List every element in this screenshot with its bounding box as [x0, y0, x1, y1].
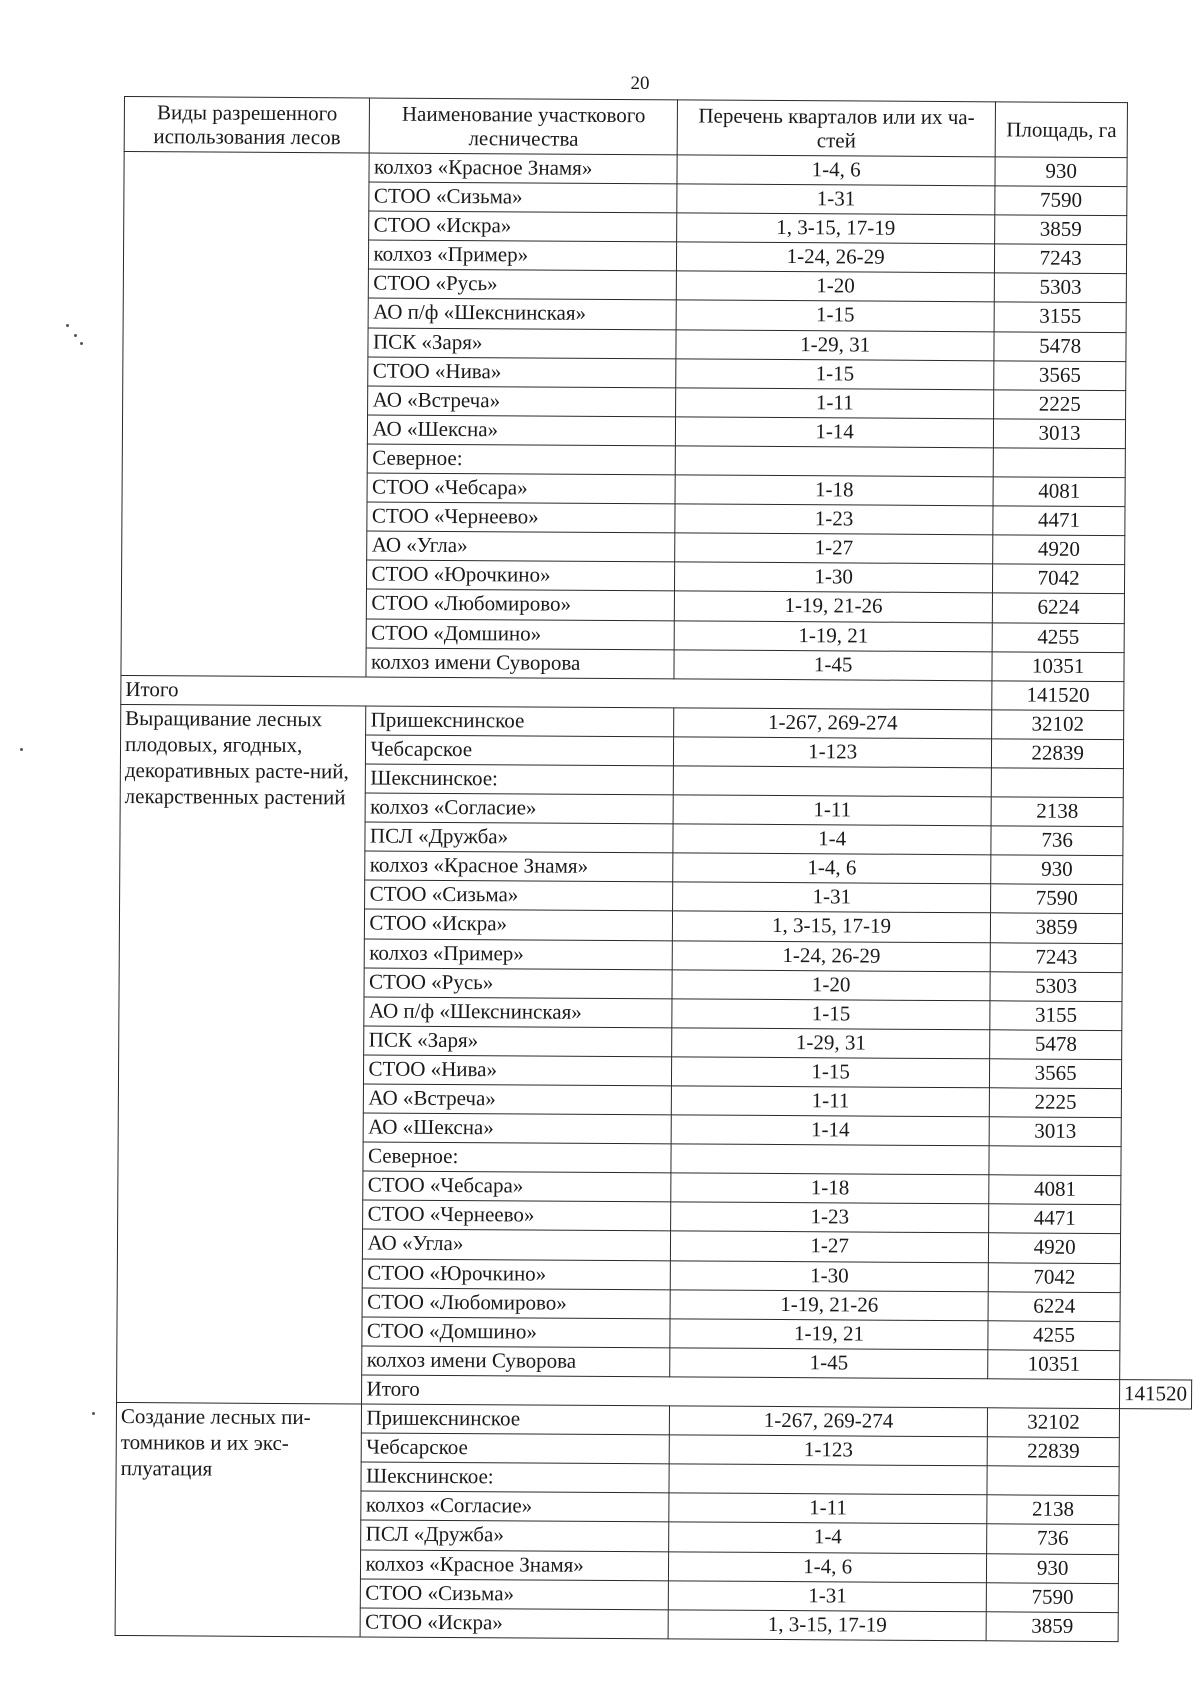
quarters-cell: 1-267, 269-274 [674, 708, 992, 739]
quarters-cell: 1-45 [674, 649, 992, 680]
quarters-cell: 1-24, 26-29 [672, 940, 990, 971]
area-cell [993, 448, 1125, 478]
forestry-name-cell: СТОО «Русь» [364, 968, 672, 999]
forestry-name-cell: СТОО «Юрочкино» [363, 1259, 671, 1290]
area-cell: 7042 [988, 1262, 1120, 1292]
forestry-name-cell: СТОО «Любомирово» [363, 1288, 671, 1319]
quarters-cell [671, 1144, 989, 1175]
use-type-cell-empty [121, 152, 370, 677]
quarters-cell: 1-31 [677, 184, 995, 215]
area-cell: 5303 [995, 273, 1127, 303]
forestry-name-cell: АО «Встреча» [368, 386, 676, 417]
quarters-cell: 1-15 [676, 300, 994, 331]
table-header-row [124, 97, 1199, 159]
quarters-cell: 1-18 [671, 1173, 989, 1204]
total-area: 141520 [1120, 1380, 1192, 1410]
forestry-name-cell: ПСК «Заря» [364, 1026, 672, 1057]
quarters-cell: 1-45 [670, 1348, 988, 1379]
quarters-cell: 1-29, 31 [672, 1028, 990, 1059]
area-cell: 2225 [990, 1088, 1122, 1118]
area-cell: 10351 [988, 1350, 1120, 1380]
forestry-name-cell: СТОО «Русь» [369, 269, 677, 300]
forestry-name-cell: СТОО «Чебсара» [368, 473, 676, 504]
area-cell: 7243 [995, 244, 1127, 274]
area-cell: 7590 [991, 884, 1123, 914]
area-cell: 3859 [995, 215, 1127, 245]
quarters-cell: 1-30 [675, 562, 993, 593]
area-cell: 4920 [989, 1233, 1121, 1263]
area-cell: 3565 [994, 360, 1126, 390]
forestry-name-cell: СТОО «Юрочкино» [367, 560, 675, 591]
forestry-name-cell: СТОО «Сизьма» [365, 880, 673, 911]
area-cell: 4471 [989, 1204, 1121, 1234]
area-cell: 6224 [988, 1291, 1120, 1321]
quarters-cell: 1-4, 6 [668, 1551, 986, 1582]
forestry-name-cell: СТОО «Нива» [364, 1055, 672, 1086]
quarters-cell: 1-20 [672, 969, 990, 1000]
forestry-name-cell: колхоз «Пример» [369, 240, 677, 271]
quarters-cell [669, 1464, 987, 1495]
forestry-name-cell: Шекснинское: [361, 1462, 669, 1493]
quarters-cell: 1, 3-15, 17-19 [672, 911, 990, 942]
forestry-name-cell: Северное: [363, 1142, 671, 1173]
quarters-cell: 1-4 [673, 824, 991, 855]
forestry-name-cell: ПСЛ «Дружба» [365, 822, 673, 853]
forestry-name-cell: Чебсарское [366, 735, 674, 766]
quarters-cell: 1-31 [673, 882, 991, 913]
forestry-name-cell: СТОО «Искра» [361, 1608, 669, 1639]
area-cell: 3013 [989, 1117, 1121, 1147]
forestry-name-cell: СТОО «Нива» [368, 357, 676, 388]
forestry-name-cell: Северное: [368, 444, 676, 475]
table-row [116, 1403, 1191, 1439]
quarters-cell: 1, 3-15, 17-19 [668, 1610, 986, 1641]
forestry-name-cell: Шекснинское: [366, 764, 674, 795]
quarters-cell: 1-29, 31 [676, 329, 994, 360]
forestry-name-cell: колхоз имени Суворова [366, 648, 674, 679]
forestry-name-cell: колхоз «Красное Знамя» [369, 153, 677, 184]
area-cell: 7243 [990, 942, 1122, 972]
area-cell: 2138 [991, 797, 1123, 827]
header-use-type: Виды разрешенного использования лесов [124, 97, 370, 153]
quarters-cell: 1-19, 21-26 [670, 1290, 988, 1321]
forestry-name-cell: АО п/ф «Шекснинская» [364, 997, 672, 1028]
use-type-cell: Создание лесных пи-томников и их экс-плуатация [115, 1403, 362, 1637]
forestry-name-cell: колхоз «Согласие» [361, 1491, 669, 1522]
forest-use-table [115, 96, 1200, 1642]
quarters-cell: 1-4, 6 [673, 853, 991, 884]
area-cell: 930 [995, 157, 1127, 187]
quarters-cell: 1-23 [675, 504, 993, 535]
forestry-name-cell: Пришекснинское [366, 706, 674, 737]
forestry-name-cell: СТОО «Домшино» [362, 1317, 670, 1348]
quarters-cell: 1-11 [671, 1086, 989, 1117]
header-forestry-name: Наименование участкового лесничества [370, 98, 678, 155]
area-cell: 3155 [990, 1001, 1122, 1031]
area-cell: 22839 [992, 739, 1124, 769]
area-cell: 736 [991, 826, 1123, 856]
area-cell: 3859 [986, 1611, 1118, 1641]
forestry-name-cell: СТОО «Сизьма» [361, 1579, 669, 1610]
quarters-cell: 1, 3-15, 17-19 [677, 213, 995, 244]
forestry-name-cell: ПСЛ «Дружба» [361, 1520, 669, 1551]
forestry-name-cell: АО «Шексна» [368, 415, 676, 446]
area-cell: 4081 [993, 477, 1125, 507]
quarters-cell: 1-4 [669, 1522, 987, 1553]
forestry-name-cell: АО «Встреча» [364, 1084, 672, 1115]
scan-speck [92, 1412, 95, 1415]
quarters-cell: 1-15 [676, 359, 994, 390]
area-cell: 4255 [992, 622, 1124, 652]
quarters-cell [675, 446, 993, 477]
total-label: Итого [362, 1375, 1120, 1409]
quarters-cell: 1-31 [668, 1580, 986, 1611]
area-cell: 4920 [993, 535, 1125, 565]
area-cell: 6224 [993, 593, 1125, 623]
area-cell [992, 768, 1124, 798]
forestry-name-cell: Пришекснинское [362, 1404, 670, 1435]
table-row [121, 704, 1196, 740]
area-cell [989, 1146, 1121, 1176]
area-cell: 5303 [990, 971, 1122, 1001]
quarters-cell: 1-23 [671, 1202, 989, 1233]
forestry-name-cell: колхоз «Красное Знамя» [365, 851, 673, 882]
forestry-name-cell: СТОО «Искра» [369, 211, 677, 242]
area-cell: 4471 [993, 506, 1125, 536]
area-cell: 3013 [994, 419, 1126, 449]
quarters-cell: 1-15 [672, 999, 990, 1030]
quarters-cell: 1-19, 21 [674, 620, 992, 651]
area-cell: 3859 [991, 913, 1123, 943]
forestry-name-cell: колхоз «Красное Знамя» [361, 1549, 669, 1580]
scan-speck [74, 334, 77, 337]
quarters-cell: 1-4, 6 [677, 155, 995, 186]
area-cell: 930 [987, 1553, 1119, 1583]
forestry-name-cell: АО «Угла» [363, 1229, 671, 1260]
quarters-cell: 1-18 [675, 475, 993, 506]
quarters-cell [673, 766, 991, 797]
area-cell: 32102 [988, 1408, 1120, 1438]
quarters-cell: 1-14 [671, 1115, 989, 1146]
forestry-name-cell: СТОО «Сизьма» [369, 182, 677, 213]
forestry-name-cell: ПСК «Заря» [368, 328, 676, 359]
area-cell: 2225 [994, 390, 1126, 420]
header-quarters: Перечень кварталов или их ча-стей [677, 100, 996, 157]
area-cell: 4081 [989, 1175, 1121, 1205]
quarters-cell: 1-27 [675, 533, 993, 564]
area-cell: 7590 [995, 186, 1127, 216]
table-row [124, 152, 1199, 188]
area-cell: 3155 [994, 302, 1126, 332]
quarters-cell: 1-267, 269-274 [669, 1406, 987, 1437]
total-label: Итого [121, 675, 992, 709]
quarters-cell: 1-30 [670, 1260, 988, 1291]
quarters-cell: 1-11 [669, 1493, 987, 1524]
area-cell: 930 [991, 855, 1123, 885]
forestry-name-cell: АО «Угла» [367, 531, 675, 562]
total-area: 141520 [992, 681, 1124, 711]
scan-speck [66, 324, 69, 327]
area-cell: 2138 [987, 1495, 1119, 1525]
forestry-name-cell: колхоз имени Суворова [362, 1346, 670, 1377]
quarters-cell: 1-15 [671, 1057, 989, 1088]
forestry-name-cell: АО «Шексна» [364, 1113, 672, 1144]
scan-speck [20, 748, 23, 751]
quarters-cell: 1-11 [673, 795, 991, 826]
forestry-name-cell: СТОО «Искра» [365, 909, 673, 940]
quarters-cell: 1-24, 26-29 [676, 242, 994, 273]
quarters-cell: 1-123 [669, 1435, 987, 1466]
area-cell: 5478 [994, 331, 1126, 361]
area-cell [987, 1466, 1119, 1496]
forestry-name-cell: СТОО «Чернеево» [363, 1200, 671, 1231]
forestry-name-cell: Чебсарское [362, 1433, 670, 1464]
forestry-name-cell: колхоз «Пример» [365, 939, 673, 970]
area-cell: 3565 [990, 1059, 1122, 1089]
forestry-name-cell: СТОО «Любомирово» [367, 589, 675, 620]
area-cell: 7590 [987, 1582, 1119, 1612]
area-cell: 32102 [992, 710, 1124, 740]
page-number: 20 [630, 73, 650, 94]
quarters-cell: 1-20 [676, 271, 994, 302]
quarters-cell: 1-27 [670, 1231, 988, 1262]
quarters-cell: 1-14 [675, 417, 993, 448]
area-cell: 7042 [993, 564, 1125, 594]
forestry-name-cell: колхоз «Согласие» [366, 793, 674, 824]
area-cell: 10351 [992, 651, 1124, 681]
area-cell: 5478 [990, 1030, 1122, 1060]
scan-speck [80, 342, 83, 345]
use-type-cell: Выращивание лесных плодовых, ягодных, декоративных расте-ний, лекарственных растений [117, 704, 367, 1404]
forestry-name-cell: СТОО «Чернеево» [367, 502, 675, 533]
area-cell: 4255 [988, 1321, 1120, 1351]
forestry-name-cell: СТОО «Домшино» [367, 618, 675, 649]
forestry-name-cell: СТОО «Чебсара» [363, 1171, 671, 1202]
quarters-cell: 1-19, 21 [670, 1319, 988, 1350]
quarters-cell: 1-123 [673, 737, 991, 768]
quarters-cell: 1-11 [676, 388, 994, 419]
area-cell: 22839 [987, 1437, 1119, 1467]
header-area: Площадь, га [995, 102, 1127, 158]
quarters-cell: 1-19, 21-26 [674, 591, 992, 622]
area-cell: 736 [987, 1524, 1119, 1554]
forestry-name-cell: АО п/ф «Шекснинская» [369, 298, 677, 329]
